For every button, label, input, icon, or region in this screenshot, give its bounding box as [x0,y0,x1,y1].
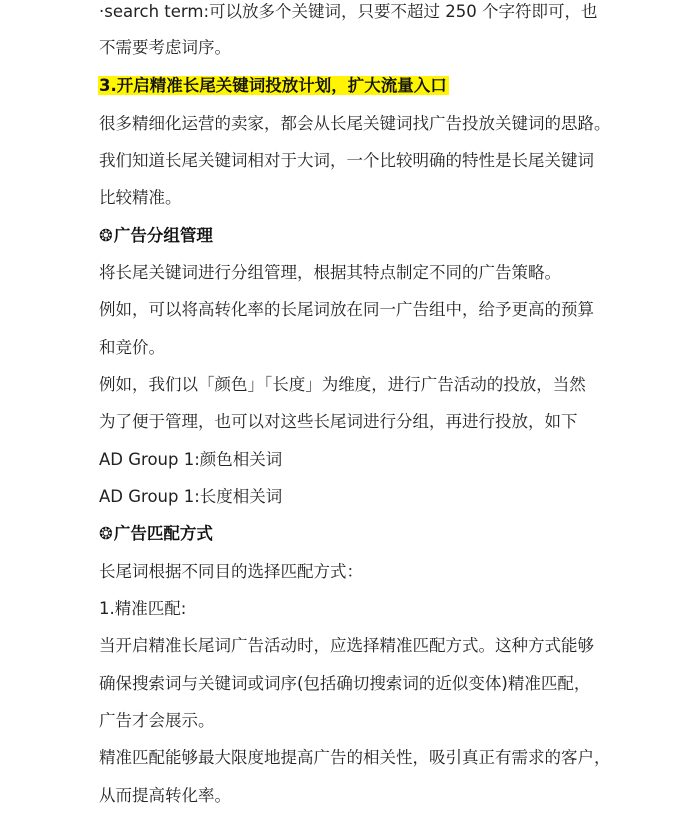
paragraph-line: 比较精准。 [99,188,182,207]
paragraph-line: 当开启精准长尾词广告活动时，应选择精准匹配方式。这种方式能够 [99,636,594,655]
paragraph-line: 1.精准匹配: [99,599,187,618]
subheading-ad-group-management [99,224,213,248]
paragraph-line: AD Group 1:长度相关词 [99,487,283,506]
paragraph-line: 将长尾关键词进行分组管理，根据其特点制定不同的广告策略。 [99,263,561,282]
paragraph-line: 精准匹配能够最大限度地提高广告的相关性，吸引真正有需求的客户， [99,748,611,767]
bullet-icon: ❂ [99,524,113,543]
section-heading [99,74,449,98]
bullet-icon: ❂ [99,226,113,245]
paragraph-line: 和竞价。 [99,338,165,357]
paragraph-line: 我们知道长尾关键词相对于大词，一个比较明确的特性是长尾关键词 [99,151,594,170]
paragraph-line: 很多精细化运营的卖家，都会从长尾关键词找广告投放关键词的思路。 [99,114,611,133]
paragraph-line: 确保搜索词与关键词或词序(包括确切搜索词的近似变体)精准匹配， [99,674,591,693]
paragraph-line: 为了便于管理，也可以对这些长尾词进行分组，再进行投放，如下 [99,412,578,431]
paragraph-line: 例如，可以将高转化率的长尾词放在同一广告组中，给予更高的预算 [99,300,594,319]
highlighted-heading-text: 3.开启精准长尾关键词投放计划，扩大流量入口 [99,76,447,95]
paragraph-line: ·search term:可以放多个关键词，只要不超过 250 个字符即可，也 [99,2,598,21]
subheading-text: 广告分组管理 [113,226,213,245]
subheading-ad-match-type [99,522,213,546]
paragraph-line: AD Group 1:颜色相关词 [99,450,283,469]
paragraph-line: 不需要考虑词序。 [99,38,231,57]
paragraph-line: 从而提高转化率。 [99,786,231,805]
paragraph-line: 长尾词根据不同目的选择匹配方式： [99,562,363,581]
paragraph-line: 广告才会展示。 [99,711,215,730]
subheading-text: 广告匹配方式 [113,524,213,543]
paragraph-line: 例如，我们以「颜色」「长度」为维度，进行广告活动的投放，当然 [99,375,586,394]
